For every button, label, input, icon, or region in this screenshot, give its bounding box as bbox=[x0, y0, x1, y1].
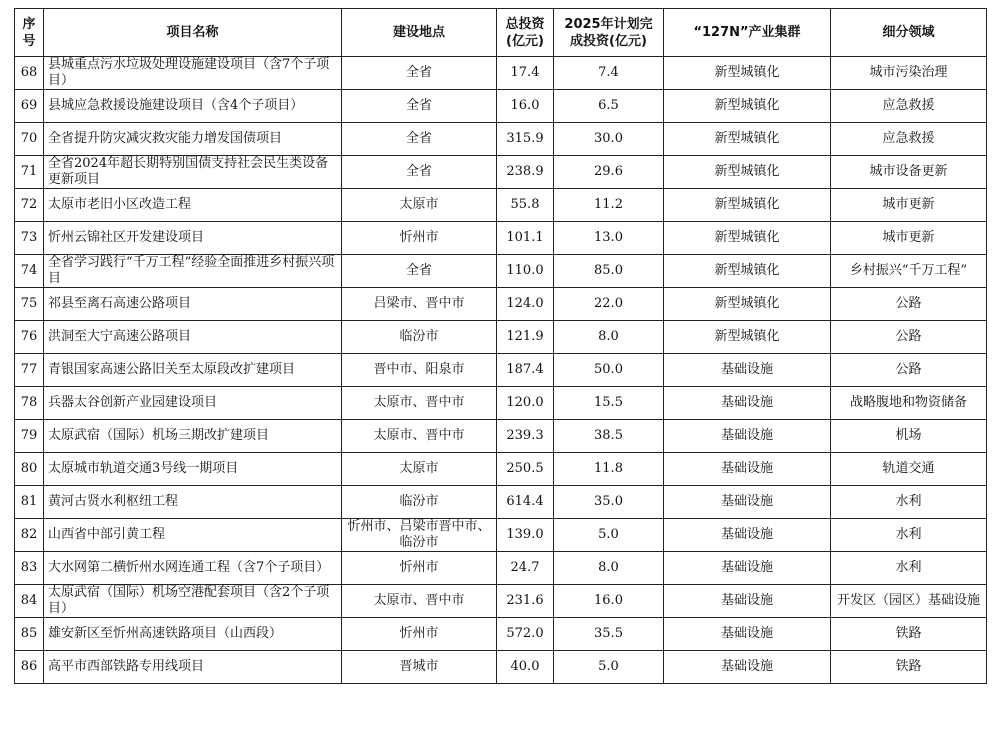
cell-total-investment: 24.7 bbox=[497, 552, 554, 585]
cell-industry-cluster: 新型城镇化 bbox=[664, 255, 831, 288]
cell-total-investment: 187.4 bbox=[497, 354, 554, 387]
cell-industry-cluster: 基础设施 bbox=[664, 552, 831, 585]
cell-total-investment: 231.6 bbox=[497, 585, 554, 618]
cell-row-number: 80 bbox=[15, 453, 44, 486]
cell-industry-cluster: 基础设施 bbox=[664, 585, 831, 618]
cell-total-investment: 572.0 bbox=[497, 618, 554, 651]
cell-total-investment: 315.9 bbox=[497, 123, 554, 156]
table-row bbox=[15, 222, 987, 255]
cell-project-name: 太原武宿（国际）机场空港配套项目（含2个子项目） bbox=[44, 585, 342, 618]
cell-row-number: 69 bbox=[15, 90, 44, 123]
cell-plan-2025: 38.5 bbox=[554, 420, 664, 453]
cell-project-name: 太原市老旧小区改造工程 bbox=[44, 189, 342, 222]
cell-sub-field: 铁路 bbox=[831, 651, 987, 684]
cell-location: 太原市、晋中市 bbox=[342, 420, 497, 453]
cell-row-number: 85 bbox=[15, 618, 44, 651]
cell-plan-2025: 85.0 bbox=[554, 255, 664, 288]
cell-project-name: 县城应急救援设施建设项目（含4个子项目） bbox=[44, 90, 342, 123]
cell-industry-cluster: 基础设施 bbox=[664, 519, 831, 552]
header-name: 项目名称 bbox=[44, 9, 342, 57]
cell-sub-field: 水利 bbox=[831, 552, 987, 585]
cell-location: 全省 bbox=[342, 90, 497, 123]
cell-project-name: 太原城市轨道交通3号线一期项目 bbox=[44, 453, 342, 486]
cell-plan-2025: 16.0 bbox=[554, 585, 664, 618]
cell-location: 忻州市 bbox=[342, 618, 497, 651]
table-row bbox=[15, 387, 987, 420]
cell-sub-field: 水利 bbox=[831, 519, 987, 552]
cell-project-name: 山西省中部引黄工程 bbox=[44, 519, 342, 552]
cell-total-investment: 238.9 bbox=[497, 156, 554, 189]
cell-project-name: 高平市西部铁路专用线项目 bbox=[44, 651, 342, 684]
cell-location: 晋城市 bbox=[342, 651, 497, 684]
cell-location: 忻州市 bbox=[342, 222, 497, 255]
cell-project-name: 全省2024年超长期特别国债支持社会民生类设备更新项目 bbox=[44, 156, 342, 189]
cell-plan-2025: 11.2 bbox=[554, 189, 664, 222]
cell-sub-field: 城市污染治理 bbox=[831, 57, 987, 90]
cell-industry-cluster: 新型城镇化 bbox=[664, 222, 831, 255]
cell-plan-2025: 11.8 bbox=[554, 453, 664, 486]
cell-industry-cluster: 基础设施 bbox=[664, 618, 831, 651]
cell-industry-cluster: 基础设施 bbox=[664, 420, 831, 453]
cell-plan-2025: 15.5 bbox=[554, 387, 664, 420]
cell-row-number: 79 bbox=[15, 420, 44, 453]
project-table bbox=[14, 8, 987, 684]
cell-total-investment: 110.0 bbox=[497, 255, 554, 288]
cell-plan-2025: 29.6 bbox=[554, 156, 664, 189]
cell-row-number: 70 bbox=[15, 123, 44, 156]
cell-location: 全省 bbox=[342, 156, 497, 189]
cell-total-investment: 250.5 bbox=[497, 453, 554, 486]
cell-sub-field: 铁路 bbox=[831, 618, 987, 651]
header-field: 细分领域 bbox=[831, 9, 987, 57]
cell-industry-cluster: 新型城镇化 bbox=[664, 57, 831, 90]
cell-project-name: 黄河古贤水利枢纽工程 bbox=[44, 486, 342, 519]
cell-location: 临汾市 bbox=[342, 321, 497, 354]
cell-location: 吕梁市、晋中市 bbox=[342, 288, 497, 321]
header-cluster: “127N”产业集群 bbox=[664, 9, 831, 57]
table-row bbox=[15, 156, 987, 189]
cell-row-number: 78 bbox=[15, 387, 44, 420]
cell-sub-field: 公路 bbox=[831, 288, 987, 321]
table-row bbox=[15, 57, 987, 90]
cell-project-name: 祁县至离石高速公路项目 bbox=[44, 288, 342, 321]
cell-location: 太原市 bbox=[342, 453, 497, 486]
cell-row-number: 72 bbox=[15, 189, 44, 222]
cell-row-number: 86 bbox=[15, 651, 44, 684]
cell-location: 太原市、晋中市 bbox=[342, 387, 497, 420]
cell-row-number: 84 bbox=[15, 585, 44, 618]
header-plan-2025: 2025年计划完成投资(亿元) bbox=[554, 9, 664, 57]
cell-total-investment: 139.0 bbox=[497, 519, 554, 552]
cell-project-name: 雄安新区至忻州高速铁路项目（山西段） bbox=[44, 618, 342, 651]
table-row bbox=[15, 453, 987, 486]
cell-plan-2025: 7.4 bbox=[554, 57, 664, 90]
cell-industry-cluster: 新型城镇化 bbox=[664, 321, 831, 354]
cell-sub-field: 战略腹地和物资储备 bbox=[831, 387, 987, 420]
cell-sub-field: 城市更新 bbox=[831, 222, 987, 255]
cell-project-name: 县城重点污水垃圾处理设施建设项目（含7个子项目） bbox=[44, 57, 342, 90]
cell-total-investment: 239.3 bbox=[497, 420, 554, 453]
cell-industry-cluster: 基础设施 bbox=[664, 453, 831, 486]
table-row bbox=[15, 189, 987, 222]
header-no: 序号 bbox=[15, 9, 44, 57]
cell-plan-2025: 30.0 bbox=[554, 123, 664, 156]
cell-industry-cluster: 新型城镇化 bbox=[664, 123, 831, 156]
cell-sub-field: 开发区（园区）基础设施 bbox=[831, 585, 987, 618]
cell-location: 太原市 bbox=[342, 189, 497, 222]
cell-total-investment: 124.0 bbox=[497, 288, 554, 321]
cell-project-name: 兵器太谷创新产业园建设项目 bbox=[44, 387, 342, 420]
cell-total-investment: 101.1 bbox=[497, 222, 554, 255]
cell-plan-2025: 5.0 bbox=[554, 651, 664, 684]
table-header-row bbox=[15, 9, 987, 57]
cell-plan-2025: 6.5 bbox=[554, 90, 664, 123]
table-row bbox=[15, 90, 987, 123]
cell-sub-field: 公路 bbox=[831, 321, 987, 354]
cell-industry-cluster: 基础设施 bbox=[664, 387, 831, 420]
cell-project-name: 青银国家高速公路旧关至太原段改扩建项目 bbox=[44, 354, 342, 387]
cell-row-number: 73 bbox=[15, 222, 44, 255]
cell-plan-2025: 13.0 bbox=[554, 222, 664, 255]
cell-project-name: 太原武宿（国际）机场三期改扩建项目 bbox=[44, 420, 342, 453]
cell-industry-cluster: 基础设施 bbox=[664, 651, 831, 684]
table-row bbox=[15, 321, 987, 354]
cell-location: 忻州市 bbox=[342, 552, 497, 585]
table-row bbox=[15, 519, 987, 552]
cell-plan-2025: 35.0 bbox=[554, 486, 664, 519]
cell-sub-field: 应急救援 bbox=[831, 123, 987, 156]
table-row bbox=[15, 420, 987, 453]
cell-sub-field: 轨道交通 bbox=[831, 453, 987, 486]
cell-row-number: 83 bbox=[15, 552, 44, 585]
cell-total-investment: 120.0 bbox=[497, 387, 554, 420]
cell-plan-2025: 8.0 bbox=[554, 552, 664, 585]
cell-plan-2025: 5.0 bbox=[554, 519, 664, 552]
cell-plan-2025: 50.0 bbox=[554, 354, 664, 387]
cell-total-investment: 17.4 bbox=[497, 57, 554, 90]
cell-industry-cluster: 基础设施 bbox=[664, 486, 831, 519]
cell-industry-cluster: 新型城镇化 bbox=[664, 90, 831, 123]
cell-sub-field: 应急救援 bbox=[831, 90, 987, 123]
cell-project-name: 洪洞至大宁高速公路项目 bbox=[44, 321, 342, 354]
cell-row-number: 81 bbox=[15, 486, 44, 519]
header-location: 建设地点 bbox=[342, 9, 497, 57]
cell-sub-field: 城市设备更新 bbox=[831, 156, 987, 189]
cell-sub-field: 城市更新 bbox=[831, 189, 987, 222]
cell-location: 全省 bbox=[342, 123, 497, 156]
cell-project-name: 忻州云锦社区开发建设项目 bbox=[44, 222, 342, 255]
cell-row-number: 68 bbox=[15, 57, 44, 90]
table-row bbox=[15, 552, 987, 585]
table-row bbox=[15, 123, 987, 156]
cell-row-number: 74 bbox=[15, 255, 44, 288]
cell-sub-field: 水利 bbox=[831, 486, 987, 519]
cell-project-name: 全省提升防灾减灾救灾能力增发国债项目 bbox=[44, 123, 342, 156]
cell-location: 临汾市 bbox=[342, 486, 497, 519]
cell-row-number: 71 bbox=[15, 156, 44, 189]
table-row bbox=[15, 255, 987, 288]
cell-total-investment: 40.0 bbox=[497, 651, 554, 684]
cell-plan-2025: 35.5 bbox=[554, 618, 664, 651]
cell-total-investment: 55.8 bbox=[497, 189, 554, 222]
cell-industry-cluster: 新型城镇化 bbox=[664, 189, 831, 222]
cell-location: 忻州市、吕梁市晋中市、临汾市 bbox=[342, 519, 497, 552]
cell-plan-2025: 8.0 bbox=[554, 321, 664, 354]
cell-sub-field: 公路 bbox=[831, 354, 987, 387]
table-row bbox=[15, 651, 987, 684]
table-body bbox=[15, 57, 987, 684]
table-row bbox=[15, 585, 987, 618]
cell-row-number: 75 bbox=[15, 288, 44, 321]
cell-total-investment: 16.0 bbox=[497, 90, 554, 123]
table-row bbox=[15, 486, 987, 519]
cell-project-name: 大水网第二横忻州水网连通工程（含7个子项目） bbox=[44, 552, 342, 585]
cell-total-investment: 614.4 bbox=[497, 486, 554, 519]
cell-plan-2025: 22.0 bbox=[554, 288, 664, 321]
cell-row-number: 77 bbox=[15, 354, 44, 387]
table-row bbox=[15, 354, 987, 387]
cell-location: 晋中市、阳泉市 bbox=[342, 354, 497, 387]
cell-location: 太原市、晋中市 bbox=[342, 585, 497, 618]
table-row bbox=[15, 618, 987, 651]
cell-sub-field: 乡村振兴“千万工程” bbox=[831, 255, 987, 288]
cell-industry-cluster: 新型城镇化 bbox=[664, 288, 831, 321]
cell-sub-field: 机场 bbox=[831, 420, 987, 453]
cell-location: 全省 bbox=[342, 255, 497, 288]
table-row bbox=[15, 288, 987, 321]
cell-row-number: 82 bbox=[15, 519, 44, 552]
header-total: 总投资(亿元) bbox=[497, 9, 554, 57]
cell-location: 全省 bbox=[342, 57, 497, 90]
cell-industry-cluster: 新型城镇化 bbox=[664, 156, 831, 189]
cell-project-name: 全省学习践行“千万工程”经验全面推进乡村振兴项目 bbox=[44, 255, 342, 288]
cell-row-number: 76 bbox=[15, 321, 44, 354]
cell-industry-cluster: 基础设施 bbox=[664, 354, 831, 387]
cell-total-investment: 121.9 bbox=[497, 321, 554, 354]
